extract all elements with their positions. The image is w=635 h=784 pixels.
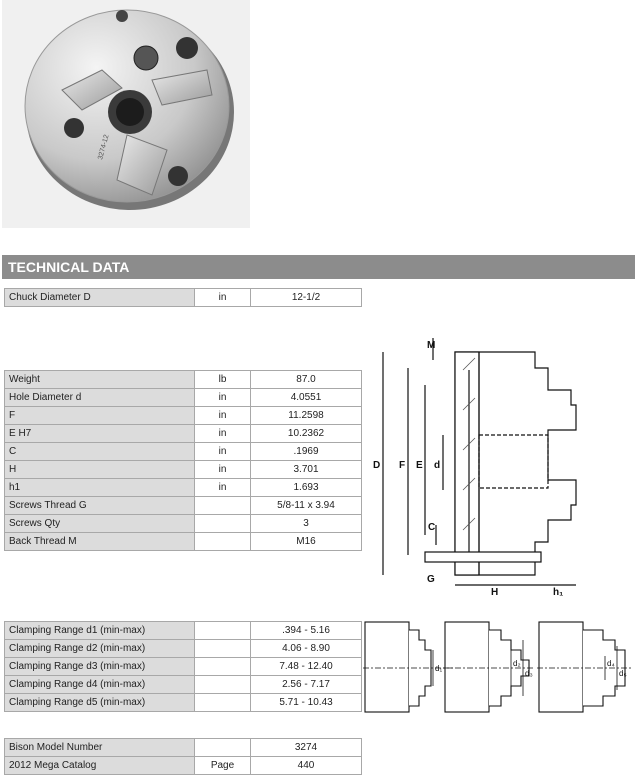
row-value: 10.2362 <box>251 425 362 443</box>
table-row <box>5 289 362 307</box>
label-d3: d₃ <box>525 669 533 678</box>
chuck-diameter-table <box>4 288 362 307</box>
row-unit: in <box>195 443 251 461</box>
label-d4: d₄ <box>607 659 615 668</box>
row-value: 3.701 <box>251 461 362 479</box>
row-label: Bison Model Number <box>5 739 195 757</box>
label-E: E <box>416 460 423 471</box>
row-unit: in <box>195 479 251 497</box>
model-table <box>4 738 362 775</box>
table-row <box>5 425 362 443</box>
row-unit <box>195 497 251 515</box>
row-label: h1 <box>5 479 195 497</box>
table-row <box>5 757 362 775</box>
chuck-cross-section-diagram <box>363 330 635 598</box>
table-row <box>5 371 362 389</box>
row-value: 2.56 - 7.17 <box>251 676 362 694</box>
table-row <box>5 497 362 515</box>
label-G: G <box>427 574 435 585</box>
label-M: M <box>427 340 436 351</box>
chuck-photo-illustration <box>2 0 250 228</box>
row-unit <box>195 533 251 551</box>
row-unit: in <box>195 425 251 443</box>
row-value: 7.48 - 12.40 <box>251 658 362 676</box>
row-label: Clamping Range d3 (min-max) <box>5 658 195 676</box>
label-h1: h₁ <box>553 587 564 598</box>
row-label: Clamping Range d1 (min-max) <box>5 622 195 640</box>
row-value: 87.0 <box>251 371 362 389</box>
engraving-text: 3274-12 <box>97 133 111 161</box>
table-row <box>5 389 362 407</box>
row-label: Clamping Range d4 (min-max) <box>5 676 195 694</box>
table-row <box>5 515 362 533</box>
row-value: 12-1/2 <box>251 289 362 307</box>
table-row <box>5 676 362 694</box>
label-d2: d₂ <box>513 659 521 668</box>
label-d5: d₅ <box>619 669 627 678</box>
row-value: 11.2598 <box>251 407 362 425</box>
row-value: .394 - 5.16 <box>251 622 362 640</box>
table-row <box>5 479 362 497</box>
row-value: .1969 <box>251 443 362 461</box>
row-value: 5/8-11 x 3.94 <box>251 497 362 515</box>
table-row <box>5 622 362 640</box>
row-value: 3 <box>251 515 362 533</box>
row-unit <box>195 622 251 640</box>
table-row <box>5 443 362 461</box>
row-unit: lb <box>195 371 251 389</box>
row-label: H <box>5 461 195 479</box>
row-unit <box>195 694 251 712</box>
row-unit: in <box>195 407 251 425</box>
row-unit <box>195 515 251 533</box>
table-row <box>5 533 362 551</box>
row-label: Hole Diameter d <box>5 389 195 407</box>
row-label: E H7 <box>5 425 195 443</box>
row-value: M16 <box>251 533 362 551</box>
row-label: 2012 Mega Catalog <box>5 757 195 775</box>
label-d1: d₁ <box>435 664 443 673</box>
clamping-table <box>4 621 362 712</box>
table-row <box>5 407 362 425</box>
row-value: 4.06 - 8.90 <box>251 640 362 658</box>
row-label: Clamping Range d2 (min-max) <box>5 640 195 658</box>
label-D: D <box>373 460 381 471</box>
product-photo <box>2 0 250 228</box>
row-label: Chuck Diameter D <box>5 289 195 307</box>
table-row <box>5 694 362 712</box>
specs-table <box>4 370 362 551</box>
row-unit: in <box>195 461 251 479</box>
row-value: 4.0551 <box>251 389 362 407</box>
row-value: 5.71 - 10.43 <box>251 694 362 712</box>
table-row <box>5 658 362 676</box>
table-row <box>5 640 362 658</box>
row-value: 440 <box>251 757 362 775</box>
label-C: C <box>428 522 436 533</box>
row-label: Screws Thread G <box>5 497 195 515</box>
row-unit <box>195 640 251 658</box>
row-label: C <box>5 443 195 461</box>
row-label: Back Thread M <box>5 533 195 551</box>
row-unit: Page <box>195 757 251 775</box>
label-F: F <box>399 460 406 471</box>
row-unit <box>195 676 251 694</box>
table-row <box>5 739 362 757</box>
row-label: Weight <box>5 371 195 389</box>
row-value: 1.693 <box>251 479 362 497</box>
table-row <box>5 461 362 479</box>
section-header: TECHNICAL DATA <box>2 255 635 279</box>
row-unit: in <box>195 389 251 407</box>
row-unit: in <box>195 289 251 307</box>
row-label: Screws Qty <box>5 515 195 533</box>
label-H: H <box>491 587 499 598</box>
row-value: 3274 <box>251 739 362 757</box>
label-d: d <box>434 460 441 471</box>
row-label: Clamping Range d5 (min-max) <box>5 694 195 712</box>
row-unit <box>195 658 251 676</box>
clamping-range-diagrams <box>363 616 631 718</box>
row-unit <box>195 739 251 757</box>
row-label: F <box>5 407 195 425</box>
